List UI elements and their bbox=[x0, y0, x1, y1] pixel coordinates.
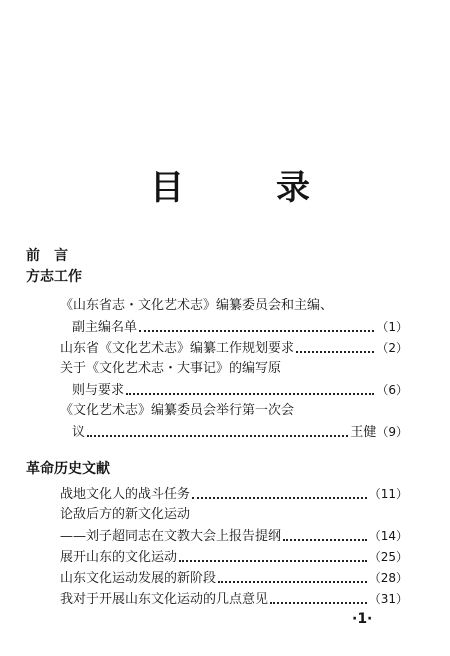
toc-entry-5[interactable] bbox=[60, 485, 408, 504]
toc-entry-2-title: 山东省《文化艺术志》编纂工作规划要求 bbox=[60, 341, 295, 356]
section-heading-fangzhi: 方志工作 bbox=[26, 269, 82, 285]
section-heading-geming: 革命历史文献 bbox=[26, 461, 110, 477]
page-number: （1） bbox=[376, 320, 408, 334]
toc-entry-2[interactable] bbox=[60, 339, 408, 358]
toc-entry-6[interactable] bbox=[60, 527, 408, 546]
toc-entry-7-title: 展开山东的文化运动 bbox=[60, 550, 178, 565]
page-number: （25） bbox=[368, 550, 408, 564]
toc-entry-1-line2: 副主编名单 bbox=[72, 320, 138, 335]
page-title bbox=[150, 168, 310, 208]
page-number: （28） bbox=[368, 571, 408, 585]
toc-entry-3[interactable] bbox=[72, 381, 408, 400]
toc-entry-9[interactable] bbox=[60, 590, 408, 609]
page-number: （9） bbox=[376, 425, 408, 439]
title-char-1: 目 bbox=[150, 168, 184, 208]
section-heading-preface: 前 言 bbox=[26, 248, 68, 264]
toc-entry-4-line1: 《文化艺术志》编纂委员会举行第一次会 bbox=[60, 403, 295, 418]
leader-dots bbox=[192, 497, 367, 499]
leader-dots bbox=[139, 330, 374, 332]
page-number: （6） bbox=[376, 383, 408, 397]
toc-entry-8[interactable] bbox=[60, 569, 408, 588]
page-number: （31） bbox=[368, 592, 408, 606]
leader-dots bbox=[126, 393, 374, 395]
toc-entry-8-title: 山东文化运动发展的新阶段 bbox=[60, 571, 217, 586]
page-number: （11） bbox=[368, 487, 408, 501]
toc-entry-9-title: 我对于开展山东文化运动的几点意见 bbox=[60, 592, 269, 607]
toc-entry-3-line2: 则与要求 bbox=[72, 383, 125, 398]
leader-dots bbox=[270, 602, 367, 604]
toc-entry-4[interactable] bbox=[72, 423, 408, 442]
page-number: （2） bbox=[376, 341, 408, 355]
toc-entry-6-line1: 论敌后方的新文化运动 bbox=[60, 507, 191, 522]
leader-dots bbox=[218, 581, 367, 583]
leader-dots bbox=[179, 560, 367, 562]
toc-entry-3-line1: 关于《文化艺术志・大事记》的编写原 bbox=[60, 361, 282, 376]
toc-entry-4-author: 王健 bbox=[350, 425, 377, 440]
leader-dots bbox=[87, 435, 348, 437]
toc-entry-6-line2: ——刘子超同志在文教大会上报告提纲 bbox=[60, 529, 282, 544]
toc-entry-4-line2: 议 bbox=[72, 425, 86, 440]
toc-entry-1[interactable] bbox=[72, 318, 408, 337]
title-char-2: 录 bbox=[276, 168, 310, 208]
toc-entry-7[interactable] bbox=[60, 548, 408, 567]
leader-dots bbox=[283, 539, 367, 541]
page-number: （14） bbox=[368, 529, 408, 543]
toc-entry-5-title: 战地文化人的战斗任务 bbox=[60, 487, 191, 502]
toc-entry-1-line1: 《山东省志・文化艺术志》编纂委员会和主编、 bbox=[60, 298, 334, 313]
page-folio: ·1· bbox=[352, 611, 373, 627]
leader-dots bbox=[296, 351, 374, 353]
